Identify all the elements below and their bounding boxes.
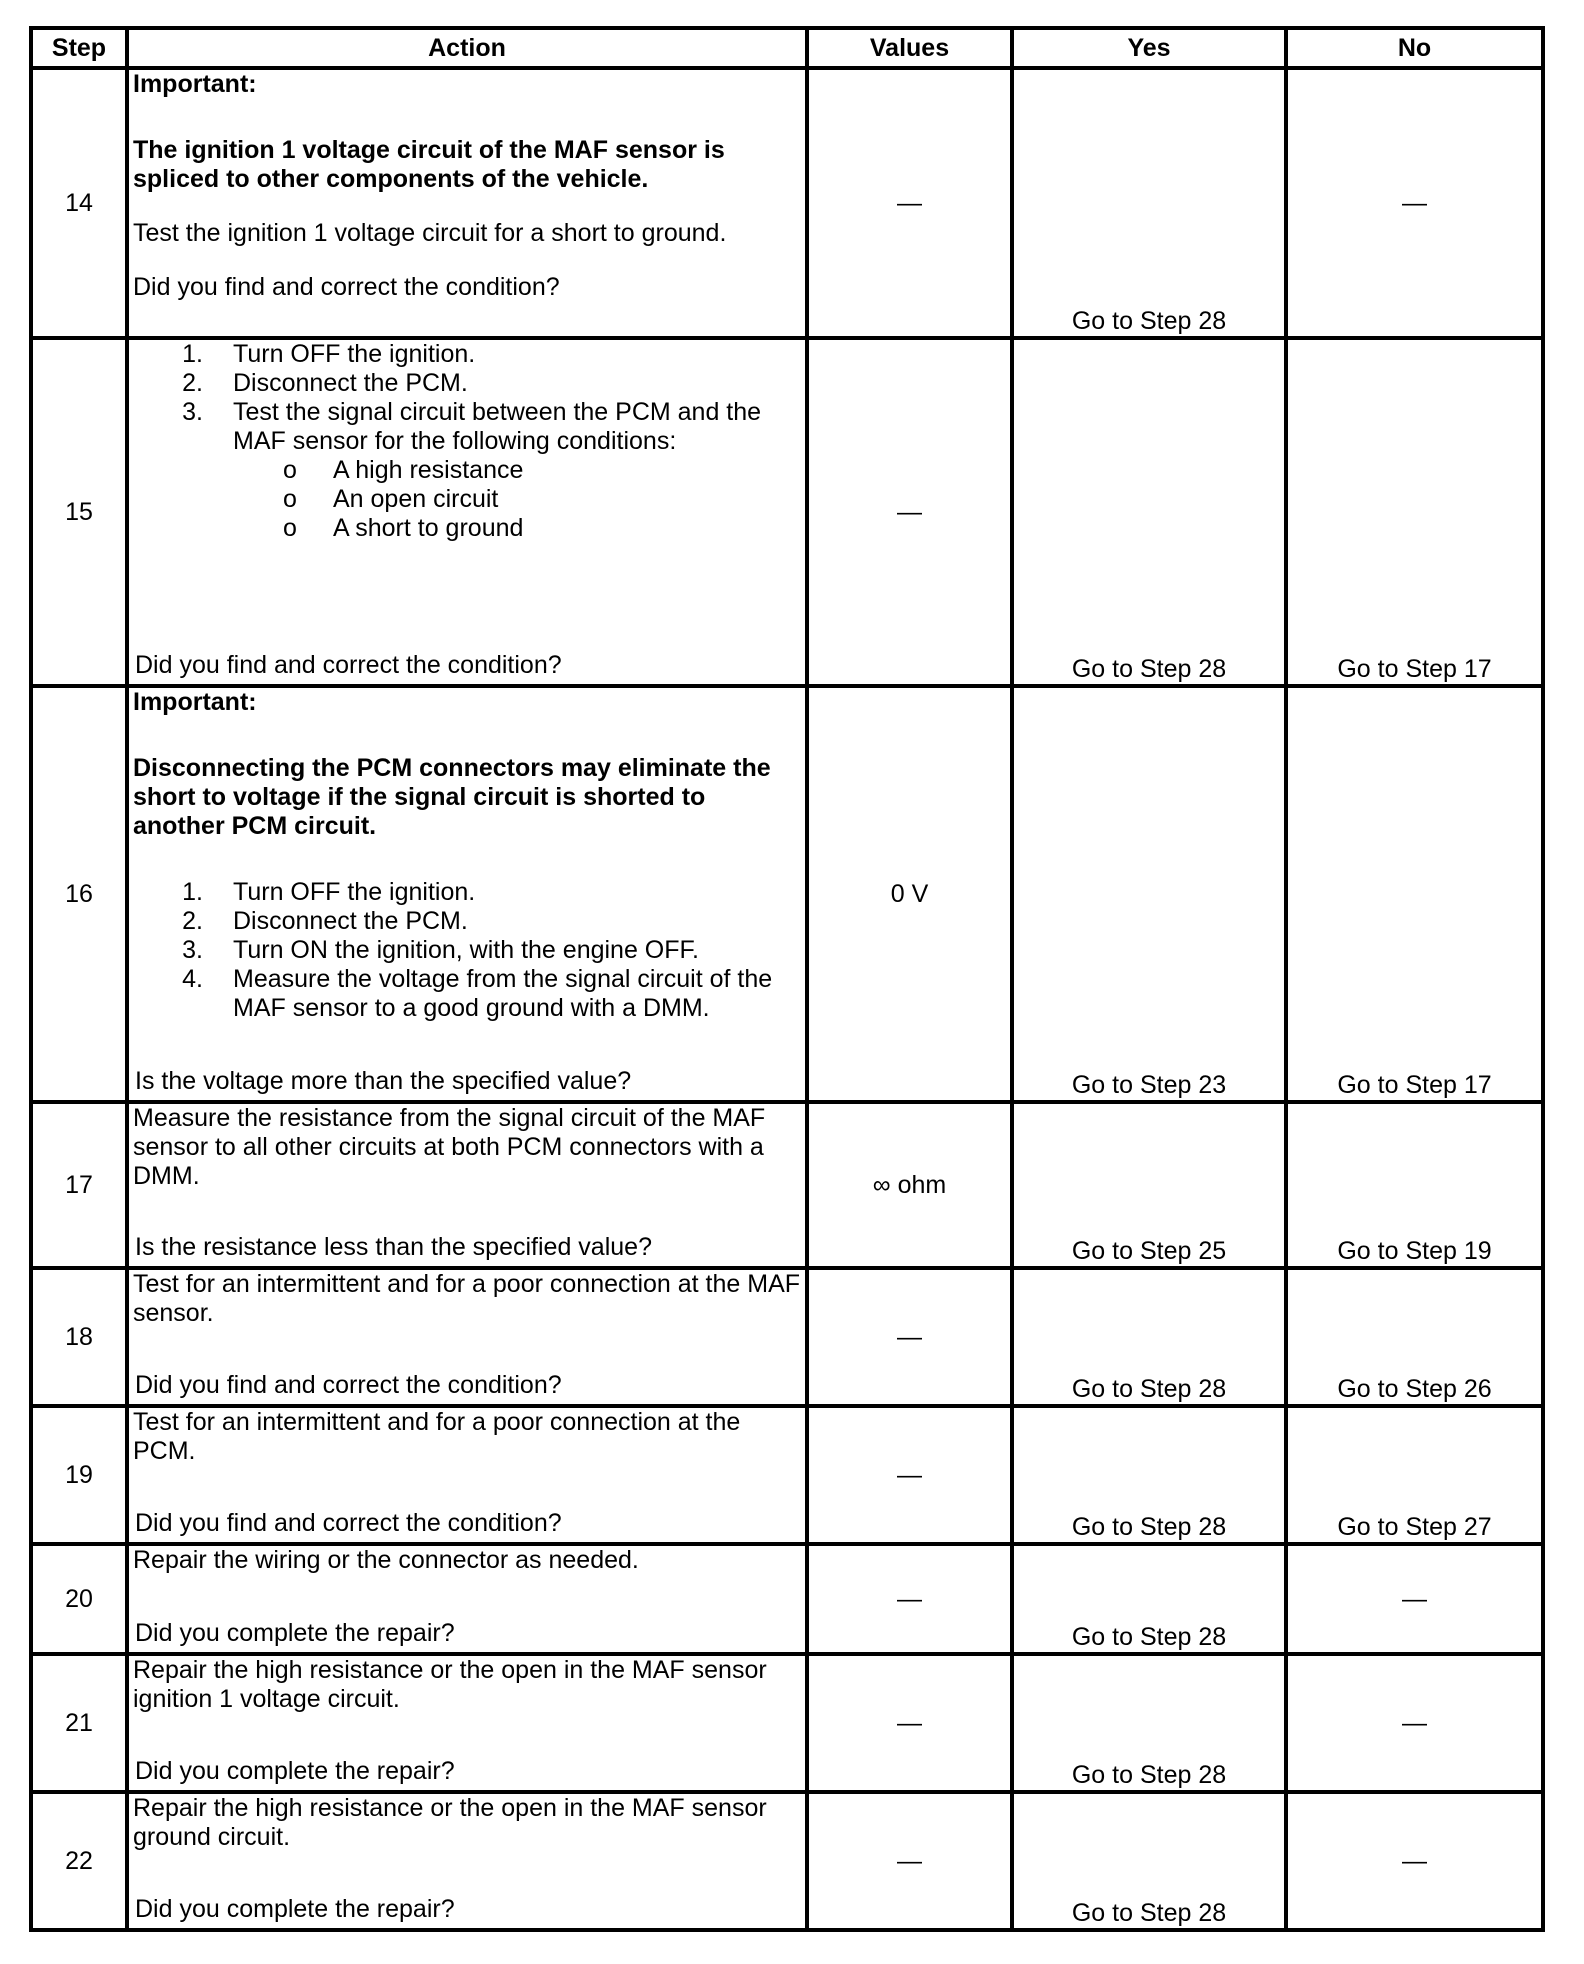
step-number: 21: [31, 1654, 127, 1792]
action-question: Did you complete the repair?: [135, 1619, 455, 1647]
table-row: [31, 68, 1543, 338]
value-cell: —: [807, 1792, 1012, 1930]
no-cell: Go to Step 17: [1286, 338, 1543, 686]
no-cell: —: [1286, 1792, 1543, 1930]
no-cell: Go to Step 19: [1286, 1102, 1543, 1268]
list-item: o An open circuit: [283, 485, 499, 513]
numbered-steps: [133, 878, 801, 1023]
action-text: Repair the high resistance or the open in the MAF sensor ground circuit.: [133, 1794, 767, 1851]
action-question: Did you find and correct the condition?: [135, 651, 562, 679]
important-label: Important:: [133, 688, 257, 716]
value-cell: —: [807, 1268, 1012, 1406]
table-row: [31, 1406, 1543, 1544]
list-item: 4. Measure the voltage from the signal circuit of the MAF sensor to a good ground with a DMM.: [182, 965, 773, 1022]
step-number: 22: [31, 1792, 127, 1930]
yes-cell: Go to Step 23: [1012, 686, 1286, 1102]
no-cell: Go to Step 26: [1286, 1268, 1543, 1406]
action-cell: [127, 1406, 807, 1544]
value-cell: —: [807, 1544, 1012, 1654]
action-question: Did you complete the repair?: [135, 1757, 455, 1785]
action-question: Did you find and correct the condition?: [135, 1509, 562, 1537]
step-number: 19: [31, 1406, 127, 1544]
action-question: Did you find and correct the condition?: [135, 1371, 562, 1399]
yes-cell: Go to Step 25: [1012, 1102, 1286, 1268]
action-cell: [127, 1792, 807, 1930]
value-cell: —: [807, 1406, 1012, 1544]
action-question: Did you complete the repair?: [135, 1895, 455, 1923]
list-item: 1. Turn OFF the ignition.: [182, 878, 476, 906]
list-item: o A short to ground: [283, 514, 524, 542]
yes-cell: Go to Step 28: [1012, 1406, 1286, 1544]
list-item: 3. Turn ON the ignition, with the engine OFF.: [182, 936, 699, 964]
action-text: Test the ignition 1 voltage circuit for a short to ground.: [133, 219, 727, 247]
important-text: The ignition 1 voltage circuit of the MAF sensor is spliced to other components of the vehicle.: [133, 136, 725, 193]
action-cell: [127, 686, 807, 1102]
numbered-steps: [133, 340, 801, 456]
no-cell: Go to Step 17: [1286, 686, 1543, 1102]
header-row: [31, 28, 1543, 68]
important-text: Disconnecting the PCM connectors may eliminate the short to voltage if the signal circuit is shorted to another PCM circuit.: [133, 754, 771, 840]
step-number: 18: [31, 1268, 127, 1406]
table-row: [31, 1544, 1543, 1654]
action-text: Test for an intermittent and for a poor connection at the MAF sensor.: [133, 1270, 801, 1327]
header-yes: Yes: [1012, 28, 1286, 68]
action-question: Is the voltage more than the specified value?: [135, 1067, 632, 1095]
action-cell: [127, 1544, 807, 1654]
yes-cell: Go to Step 28: [1012, 338, 1286, 686]
step-number: 17: [31, 1102, 127, 1268]
action-cell: [127, 68, 807, 338]
action-text: Repair the wiring or the connector as needed.: [133, 1546, 639, 1574]
value-cell: 0 V: [807, 686, 1012, 1102]
important-label: Important:: [133, 70, 257, 98]
value-cell: —: [807, 68, 1012, 338]
yes-cell: Go to Step 28: [1012, 68, 1286, 338]
yes-cell: Go to Step 28: [1012, 1792, 1286, 1930]
header-step: Step: [31, 28, 127, 68]
table-row: [31, 338, 1543, 686]
action-question: Did you find and correct the condition?: [133, 273, 560, 301]
action-text: Test for an intermittent and for a poor connection at the PCM.: [133, 1408, 741, 1465]
action-cell: [127, 1654, 807, 1792]
list-item: 1. Turn OFF the ignition.: [182, 340, 476, 368]
no-cell: —: [1286, 1654, 1543, 1792]
step-number: 16: [31, 686, 127, 1102]
yes-cell: Go to Step 28: [1012, 1654, 1286, 1792]
list-item: 2. Disconnect the PCM.: [182, 369, 468, 397]
table-row: [31, 1654, 1543, 1792]
value-cell: —: [807, 1654, 1012, 1792]
action-question: Is the resistance less than the specified value?: [135, 1233, 652, 1261]
table-row: [31, 1792, 1543, 1930]
action-cell: [127, 1268, 807, 1406]
step-number: 14: [31, 68, 127, 338]
value-cell: ∞ ohm: [807, 1102, 1012, 1268]
no-cell: —: [1286, 1544, 1543, 1654]
action-text: Measure the resistance from the signal circuit of the MAF sensor to all other circuits at both PCM connectors with a DMM.: [133, 1104, 766, 1190]
step-number: 15: [31, 338, 127, 686]
table-row: [31, 686, 1543, 1102]
value-cell: —: [807, 338, 1012, 686]
table-row: [31, 1102, 1543, 1268]
action-cell: [127, 1102, 807, 1268]
step-number: 20: [31, 1544, 127, 1654]
no-cell: Go to Step 27: [1286, 1406, 1543, 1544]
header-values: Values: [807, 28, 1012, 68]
diagnostic-table: [29, 26, 1545, 1932]
action-cell: [127, 338, 807, 686]
list-item: 2. Disconnect the PCM.: [182, 907, 468, 935]
yes-cell: Go to Step 28: [1012, 1268, 1286, 1406]
list-item: 3. Test the signal circuit between the PCM and the MAF sensor for the following conditions:: [182, 398, 762, 455]
no-cell: —: [1286, 68, 1543, 338]
list-item: o A high resistance: [283, 456, 524, 484]
header-action: Action: [127, 28, 807, 68]
header-no: No: [1286, 28, 1543, 68]
table-row: [31, 1268, 1543, 1406]
action-text: Repair the high resistance or the open in the MAF sensor ignition 1 voltage circuit.: [133, 1656, 767, 1713]
yes-cell: Go to Step 28: [1012, 1544, 1286, 1654]
condition-list: [133, 456, 801, 543]
